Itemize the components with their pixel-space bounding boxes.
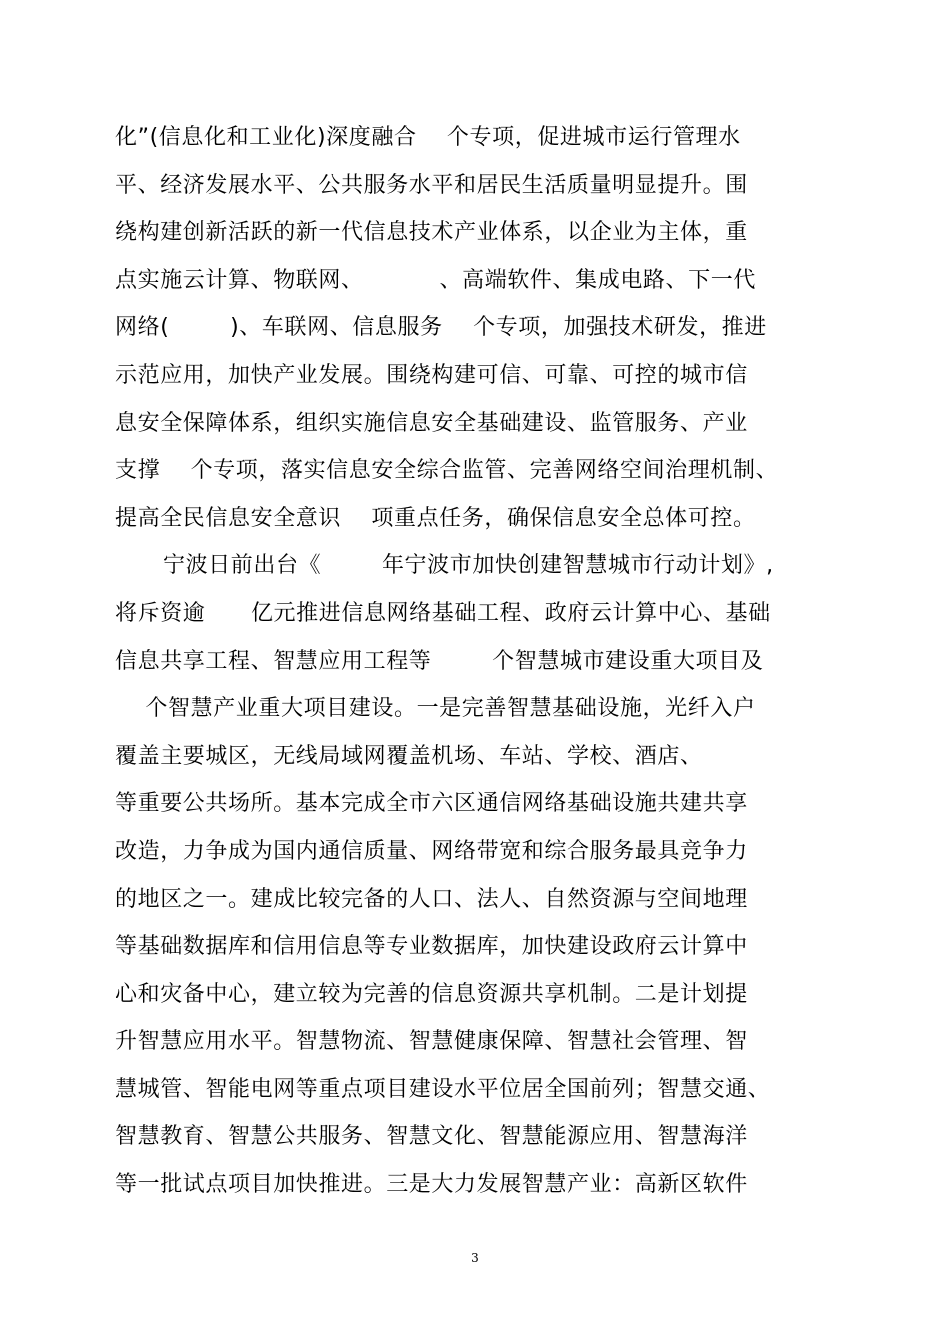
text-line: 息安全保障体系，组织实施信息安全基础建设、监管服务、产业	[115, 410, 748, 436]
text-line: 等一批试点项目加快推进。三是大力发展智慧产业：高新区软件	[115, 1172, 748, 1198]
body-text	[115, 114, 840, 1209]
text-line: 覆盖主要城区，无线局域网覆盖机场、车站、学校、酒店、	[115, 743, 703, 769]
text-line: 点实施云计算、物联网、 、高端软件、集成电路、下一代	[115, 267, 756, 293]
text-line: 心和灾备中心，建立较为完善的信息资源共享机制。二是计划提	[115, 981, 748, 1007]
text-line: 慧城管、智能电网等重点项目建设水平位居全国前列；智慧交通、	[115, 1076, 771, 1102]
text-line: 提高全民信息安全意识 项重点任务，确保信息安全总体可控。	[115, 505, 756, 531]
text-line: 等基础数据库和信用信息等专业数据库，加快建设政府云计算中	[115, 934, 748, 960]
text-line: 示范应用，加快产业发展。围绕构建可信、可靠、可控的城市信	[115, 362, 748, 388]
text-line: 智慧教育、智慧公共服务、智慧文化、智慧能源应用、智慧海洋	[115, 1124, 748, 1150]
text-line: 网络( )、车联网、信息服务 个专项，加强技术研发，推进	[115, 315, 767, 341]
text-line: 平、经济发展水平、公共服务水平和居民生活质量明显提升。围	[115, 172, 748, 198]
text-line: 绕构建创新活跃的新一代信息技术产业体系，以企业为主体，重	[115, 220, 748, 246]
text-line: 化”(信息化和工业化)深度融合 个专项，促进城市运行管理水	[115, 125, 741, 150]
text-line: 改造，力争成为国内通信质量、网络带宽和综合服务最具竞争力	[115, 838, 748, 864]
text-line: 支撑 个专项，落实信息安全综合监管、完善网络空间治理机制、	[115, 458, 779, 484]
text-line: 个智慧产业重大项目建设。一是完善智慧基础设施，光纤入户	[115, 696, 756, 722]
text-line: 信息共享工程、智慧应用工程等 个智慧城市建设重大项目及	[115, 648, 764, 674]
text-line: 的地区之一。建成比较完备的人口、法人、自然资源与空间地理	[115, 886, 748, 912]
paragraph-start-line: 宁波日前出台《 年宁波市加快创建智慧城市行动计划》,	[163, 553, 774, 579]
text-line: 等重要公共场所。基本完成全市六区通信网络基础设施共建共享	[115, 791, 748, 817]
text-line: 将斥资逾 亿元推进信息网络基础工程、政府云计算中心、基础	[115, 600, 771, 626]
text-line: 升智慧应用水平。智慧物流、智慧健康保障、智慧社会管理、智	[115, 1029, 748, 1055]
page-number: 3	[471, 1251, 479, 1265]
